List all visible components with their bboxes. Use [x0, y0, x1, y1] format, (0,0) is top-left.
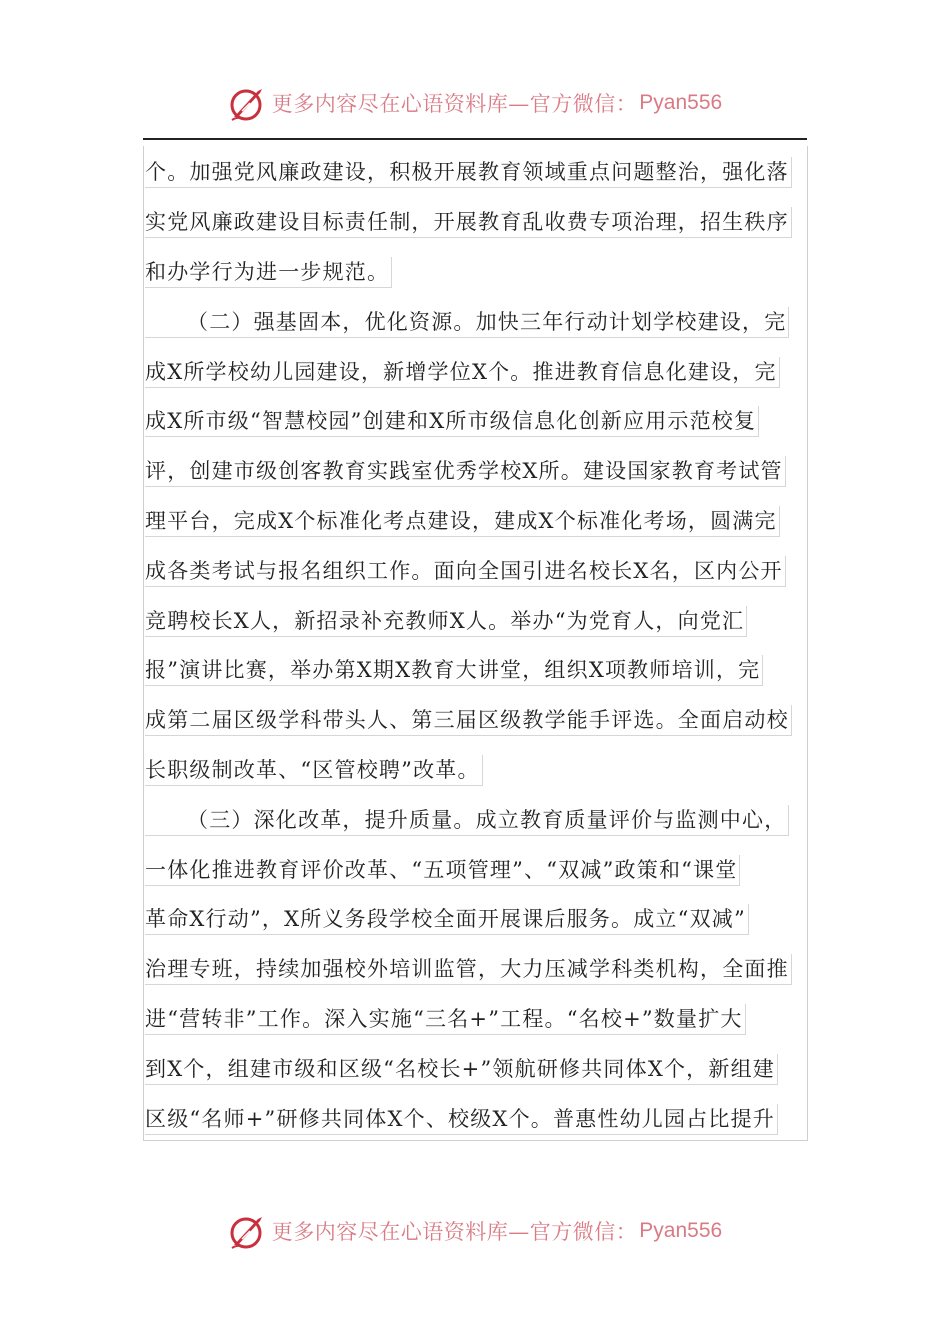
footer-wechat-id: Pyan556 — [639, 1219, 723, 1242]
body-line: 实党风廉政建设目标责任制，开展教育乱收费专项治理，招生秩序 — [145, 207, 792, 238]
body-line: 理平台，完成X个标准化考点建设，建成X个标准化考场，圆满完 — [145, 506, 780, 537]
body-line: 成各类考试与报名组织工作。面向全国引进名校长X名，区内公开 — [145, 556, 786, 587]
body-line: 报”演讲比赛，举办第X期X教育大讲堂，组织X项教师培训，完 — [145, 655, 763, 686]
body-line: 评，创建市级创客教育实践室优秀学校X所。建设国家教育考试管 — [145, 456, 786, 487]
footer-banner-text: 更多内容尽在心语资料库—官方微信： — [271, 1220, 638, 1244]
content-frame — [143, 146, 808, 1141]
body-line: 竞聘校长X人，新招录补充教师X人。举办“为党育人，向党汇 — [145, 606, 747, 637]
section-heading-line: （二）强基固本，优化资源。加快三年行动计划学校建设，完 — [145, 307, 789, 338]
section-heading-line: （三）深化改革，提升质量。成立教育质量评价与监测中心， — [145, 805, 789, 836]
body-line: 成X所市级“智慧校园”创建和X所市级信息化创新应用示范校复 — [145, 406, 759, 437]
body-line: 进“营转非”工作。深入实施“三名+”工程。“名校+”数量扩大 — [145, 1004, 746, 1035]
body-line: 到X个，组建市级和区级“名校长+”领航研修共同体X个，新组建 — [145, 1054, 778, 1085]
header-divider — [143, 138, 807, 140]
body-line: 革命X行动”，X所义务段学校全面开展课后服务。成立“双减” — [145, 904, 749, 935]
body-line: 长职级制改革、“区管校聘”改革。 — [145, 755, 483, 786]
body-line: 治理专班，持续加强校外培训监管，大力压减学科类机构，全面推 — [145, 954, 792, 985]
footer-banner — [0, 1208, 950, 1254]
quill-pen-logo-icon — [228, 1211, 268, 1251]
body-line: 和办学行为进一步规范。 — [145, 257, 392, 288]
body-line: 一体化推进教育评价改革、“五项管理”、“双减”政策和“课堂 — [145, 855, 740, 886]
header-banner-text: 更多内容尽在心语资料库—官方微信： — [271, 92, 638, 116]
quill-pen-logo-icon — [228, 83, 268, 123]
body-line: 成第二届区级学科带头人、第三届区级教学能手评选。全面启动校 — [145, 705, 792, 736]
body-line: 成X所学校幼儿园建设，新增学位X个。推进教育信息化建设，完 — [145, 357, 780, 388]
body-line: 个。加强党风廉政建设，积极开展教育领域重点问题整治，强化落 — [145, 157, 792, 188]
body-line: 区级“名师+”研修共同体X个、校级X个。普惠性幼儿园占比提升 — [145, 1104, 778, 1135]
header-banner — [0, 80, 950, 126]
header-wechat-id: Pyan556 — [639, 91, 723, 114]
